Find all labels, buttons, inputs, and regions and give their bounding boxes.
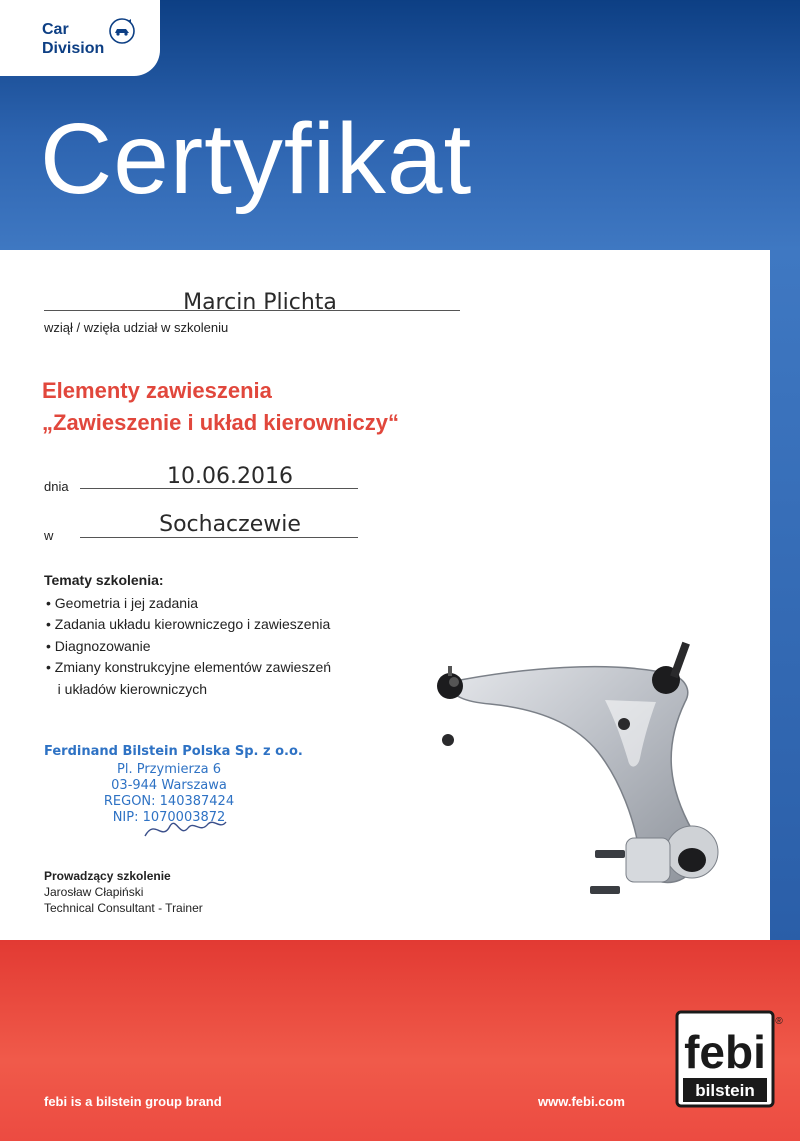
date-label: dnia: [44, 479, 69, 494]
stamp-company: Ferdinand Bilstein Polska Sp. z o.o.: [44, 744, 303, 759]
signature-icon: [140, 808, 230, 848]
course-title-line-2: „Zawieszenie i układ kierowniczy“: [42, 410, 400, 435]
participation-text: wziął / wzięła udział w szkoleniu: [44, 320, 229, 335]
febi-logo-sub: bilstein: [695, 1081, 755, 1100]
division-line-2: Division: [42, 40, 105, 57]
topic-item: i układów kierowniczych: [46, 681, 208, 697]
participant-name-line: [44, 310, 460, 311]
location-label: w: [44, 528, 54, 543]
stamp-regon: REGON: 140387424: [103, 794, 235, 809]
stamp-street: Pl. Przymierza 6: [117, 762, 221, 777]
trainer-heading: Prowadzący szkolenie: [44, 869, 171, 883]
division-line-1: Car: [42, 21, 69, 38]
location-value: Sochaczewie: [159, 512, 301, 537]
topics-title: Tematy szkolenia:: [44, 572, 164, 588]
car-division-label: [42, 20, 104, 58]
stamp-nip: NIP: 1070003872: [112, 810, 226, 825]
certificate-title: Certyfikat: [40, 103, 473, 215]
topic-item: • Geometria i jej zadania: [46, 595, 198, 611]
febi-logo-mark: ®: [775, 1016, 783, 1027]
febi-logo-main: febi: [684, 1026, 766, 1078]
footer-tagline: febi is a bilstein group brand: [44, 1094, 222, 1109]
topic-item: • Diagnozowanie: [46, 638, 151, 654]
topic-item: • Zmiany konstrukcyjne elementów zawieszeń: [46, 659, 332, 675]
trainer-name: Jarosław Cłapiński: [44, 885, 144, 899]
side-accent-band: [770, 250, 800, 950]
stamp-city: 03-944 Warszawa: [111, 778, 227, 793]
date-value: 10.06.2016: [167, 464, 293, 489]
location-line: [80, 537, 358, 538]
control-arm-illustration: [430, 640, 730, 920]
course-title-line-1: Elementy zawieszenia: [42, 378, 272, 403]
car-icon: [107, 16, 137, 46]
footer-url: www.febi.com: [538, 1094, 625, 1109]
trainer-role: Technical Consultant - Trainer: [44, 901, 203, 915]
topic-item: • Zadania układu kierowniczego i zawieszenia: [46, 616, 331, 632]
date-line: [80, 488, 358, 489]
febi-logo-icon: [675, 1010, 785, 1110]
participant-name: Marcin Plichta: [183, 290, 337, 315]
